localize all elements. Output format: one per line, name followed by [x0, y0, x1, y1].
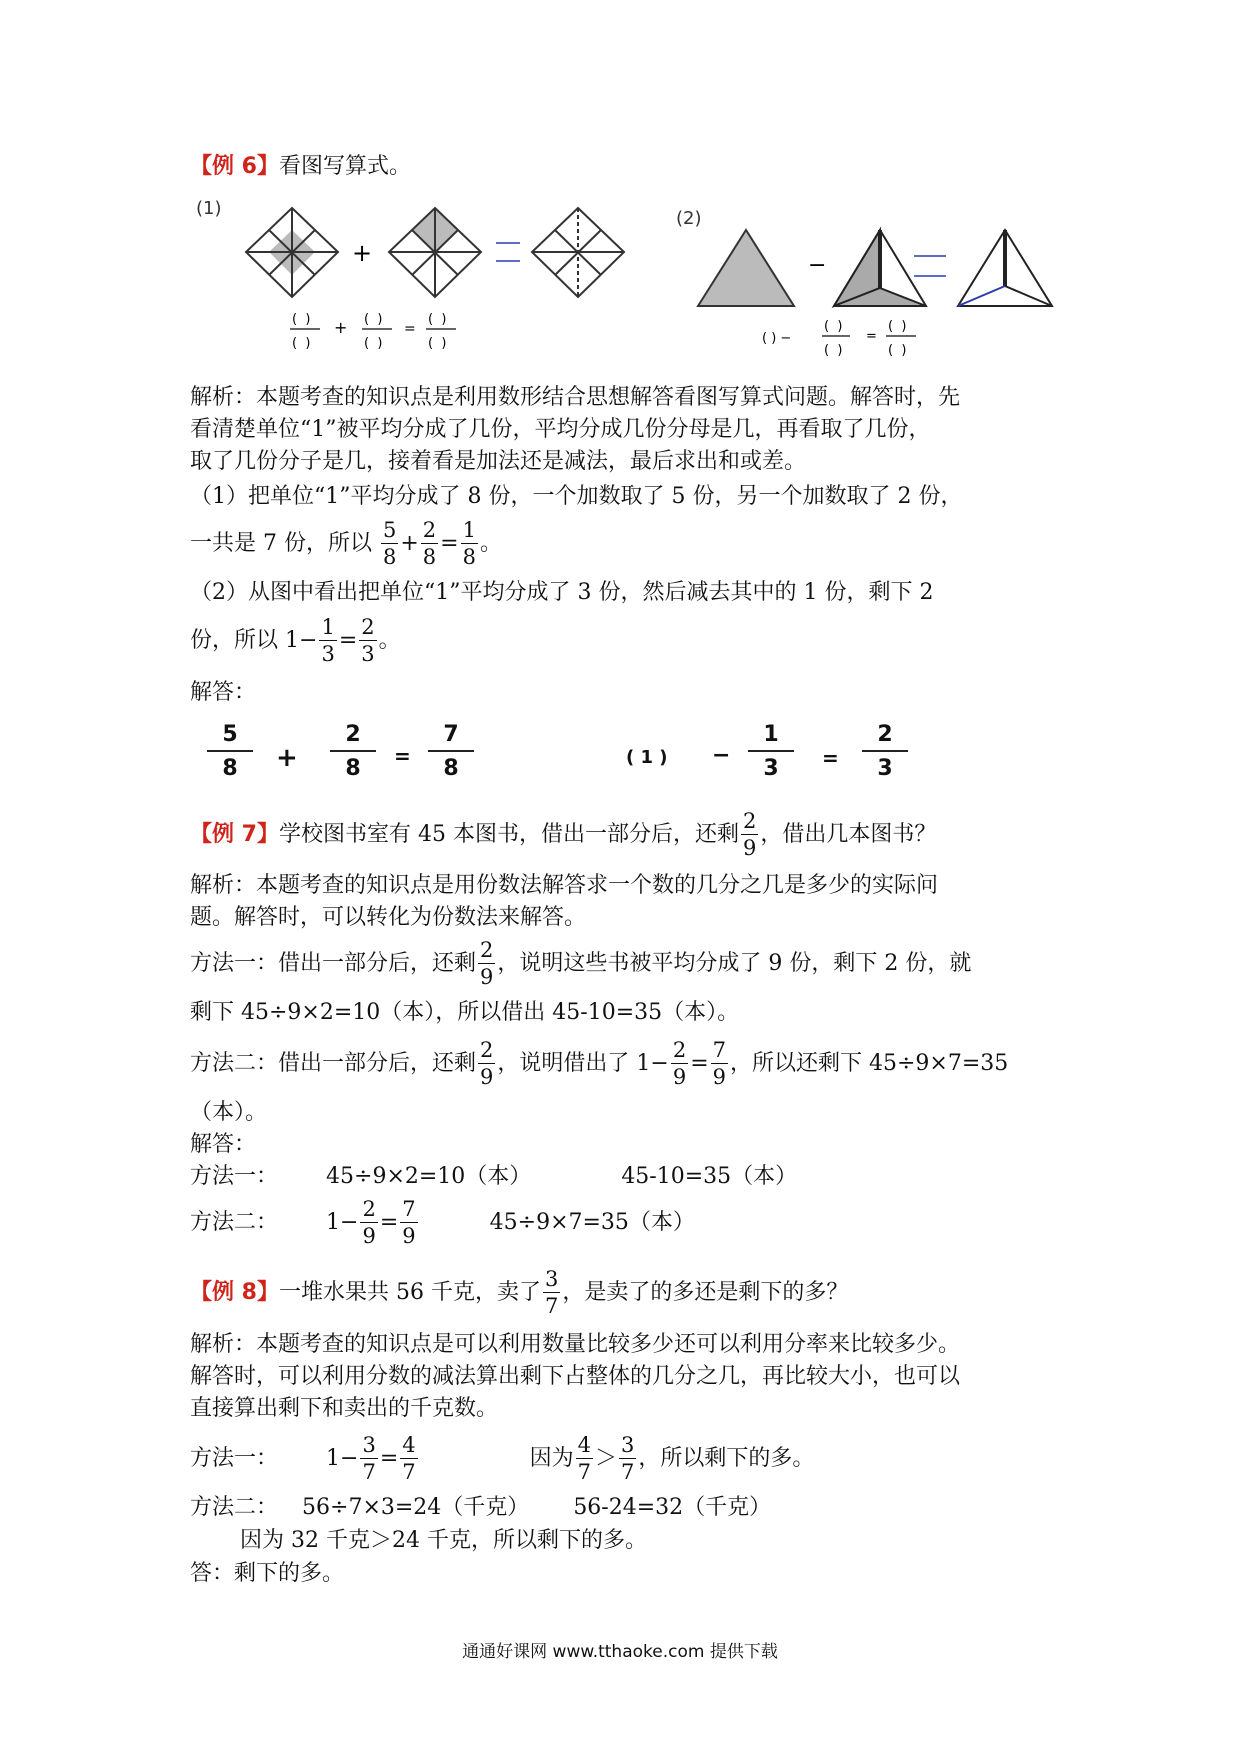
frac-2-9: $\frac{2}{9}$ [480, 1038, 494, 1089]
frac-2-8: $\frac{2}{8}$ [422, 518, 437, 569]
svg-text:( ): ( ) [364, 312, 383, 327]
frac-2-9: $\frac{2}{9}$ [362, 1197, 376, 1248]
fig2-diagram [690, 226, 1070, 366]
frac-7-9: $\frac{7}{9}$ [712, 1038, 727, 1089]
ex8-tag: 【例 8】 [190, 1280, 279, 1305]
ex7-method2-line2: （本）。 [190, 1100, 268, 1125]
ex7-analysis-line2: 题。解答时，可以转化为份数法来解答。 [190, 905, 587, 930]
ex6-answer-label: 解答： [190, 680, 257, 705]
ans-whole-1: ( 1 ) [626, 747, 668, 768]
ans-plus: + [276, 743, 298, 773]
ex7-answer1: 方法一： 45÷9×2=10（本） 45-10=35（本） [190, 1164, 798, 1189]
fig2-label: (2) [676, 208, 702, 229]
ex6-analysis-line2: 看清楚单位“1”被平均分成了几份，平均分成几份分母是几，再看取了几份， [190, 417, 931, 442]
ans-eq-2: = [822, 746, 839, 770]
ex8-answer: 答：剩下的多。 [190, 1561, 345, 1586]
fig1-shape-b [389, 208, 481, 297]
frac-5-8: $\frac{5}{8}$ [382, 518, 397, 569]
frac-1-8: $\frac{1}{8}$ [462, 518, 476, 569]
fig1-shape-c [532, 208, 624, 297]
ex6-heading [190, 152, 411, 182]
ex7-answer-label: 解答： [190, 1132, 257, 1157]
ex8-analysis-line1: 解析：本题考查的知识点是可以利用数量比较多少还可以利用分率来比较多少。 [190, 1332, 961, 1357]
frac-4-7: $\frac{4}{7}$ [402, 1433, 416, 1484]
ex6-tag: 【例 6】 [190, 154, 279, 179]
fig1-label: (1) [196, 198, 222, 219]
ex7-analysis-line1: 解析：本题考查的知识点是用份数法解答求一个数的几分之几是多少的实际问 [190, 873, 939, 898]
fig1-diagram [220, 205, 640, 360]
ex7-answer2: 方法二： 1− $\frac{2}{9}$ = $\frac{7}{9}$ 45÷9×7=35（本） [190, 1197, 695, 1248]
ex7-method2: 方法二：借出一部分后，还剩 $\frac{2}{9}$ ，说明借出了 1− $\frac{2}{9}$ = $\frac{7}{9}$ ，所以还剩下 45÷9×7=35 [190, 1038, 1009, 1089]
ex8-question: 【例 8】一堆水果共 56 千克，卖了 $\frac{3}{7}$ ，是卖了的多还是剩下的多？ [190, 1267, 849, 1318]
ex6-para2-result: 份，所以 1− $\frac{1}{3}$ = $\frac{2}{3}$ 。 [190, 615, 401, 666]
fig2-triangle-b [834, 230, 926, 306]
ex6-analysis-line1: 解析：本题考查的知识点是利用数形结合思想解答看图写算式问题。解答时，先 [190, 385, 961, 410]
svg-text:=: = [404, 321, 416, 337]
frac-2-3: $\frac{2}{3}$ [361, 615, 375, 666]
ex6-analysis-line4: （1）把单位“1”平均分成了 8 份，一个加数取了 5 份，另一个加数取了 2 份， [190, 484, 963, 509]
svg-text:( ): ( ) [888, 343, 907, 358]
frac-4-7: $\frac{4}{7}$ [577, 1433, 592, 1484]
svg-text:( ): ( ) [292, 312, 311, 327]
ex6-analysis-line3: 取了几份分子是几，接着看是加法还是减法，最后求出和或差。 [190, 449, 807, 474]
ans-frac-1-3: 1 3 [748, 724, 794, 780]
ex8-method2-line2: 因为 32 千克＞24 千克，所以剩下的多。 [240, 1528, 647, 1553]
frac-7-9: $\frac{7}{9}$ [402, 1197, 416, 1248]
fig1-plus: + [352, 239, 373, 267]
fig1-shape-a [246, 208, 338, 297]
footer-credit: 通通好课网 www.tthaoke.com 提供下载 [462, 1642, 778, 1662]
ex7-question: 【例 7】学校图书室有 45 本图书，借出一部分后，还剩 $\frac{2}{9}$ ，借出几本图书？ [190, 809, 937, 860]
svg-text:( ): ( ) [292, 336, 311, 351]
svg-text:( ): ( ) [824, 319, 843, 334]
ex7-method1-line2: 剩下 45÷9×2=10（本），所以借出 45-10=35（本）。 [190, 1000, 740, 1025]
ex8-analysis-line2: 解答时，可以利用分数的减法算出剩下占整体的几分之几，再比较大小，也可以 [190, 1364, 961, 1389]
fig2-minus: − [808, 253, 827, 278]
frac-2-9: $\frac{2}{9}$ [480, 938, 494, 989]
svg-text:+: + [334, 318, 348, 337]
frac-3-7: $\frac{3}{7}$ [362, 1433, 376, 1484]
ex8-method1: 方法一： 1− $\frac{3}{7}$ = $\frac{4}{7}$ 因为 $\frac{4}{7}$ ＞ $\frac{3}{7}$ ，所以剩下的多。 [190, 1433, 815, 1484]
fig2-blank-whole: ( ) − [762, 331, 792, 346]
frac-1-3: $\frac{1}{3}$ [321, 615, 335, 666]
svg-text:( ): ( ) [428, 312, 447, 327]
ans-minus: − [712, 743, 731, 768]
svg-text:( ): ( ) [364, 336, 383, 351]
ex8-method2: 方法二： 56÷7×3=24（千克） 56-24=32（千克） [190, 1495, 772, 1520]
frac-3-7: $\frac{3}{7}$ [621, 1433, 635, 1484]
ex7-tag: 【例 7】 [190, 822, 279, 847]
ans-frac-5-8: 5 8 [207, 724, 253, 780]
svg-text:=: = [866, 329, 877, 344]
frac-2-9: $\frac{2}{9}$ [742, 809, 757, 860]
svg-text:( ): ( ) [428, 336, 447, 351]
ex6-analysis-line5: （2）从图中看出把单位“1”平均分成了 3 份，然后减去其中的 1 份，剩下 2 [190, 580, 934, 605]
ex8-analysis-line3: 直接算出剩下和卖出的千克数。 [190, 1396, 499, 1421]
ex7-method1: 方法一：借出一部分后，还剩 $\frac{2}{9}$ ，说明这些书被平均分成了 9 份，剩下 2 份，就 [190, 938, 972, 989]
frac-2-9: $\frac{2}{9}$ [672, 1038, 687, 1089]
ans-frac-7-8: 7 8 [428, 724, 474, 780]
ans-frac-2-3: 2 3 [862, 724, 908, 780]
svg-text:( ): ( ) [888, 319, 907, 334]
ex6-title: 看图写算式。 [278, 154, 411, 179]
ex6-para1-result: 一共是 7 份，所以 $\frac{5}{8}$ + $\frac{2}{8}$ = $\frac{1}{8}$ 。 [190, 518, 502, 569]
fig2-triangle-c [958, 230, 1052, 306]
fig2-triangle-a [698, 230, 794, 306]
ans-eq-1: = [394, 744, 411, 768]
svg-text:( ): ( ) [824, 343, 843, 358]
ans-frac-2-8: 2 8 [330, 724, 376, 780]
frac-3-7: $\frac{3}{7}$ [544, 1267, 559, 1318]
